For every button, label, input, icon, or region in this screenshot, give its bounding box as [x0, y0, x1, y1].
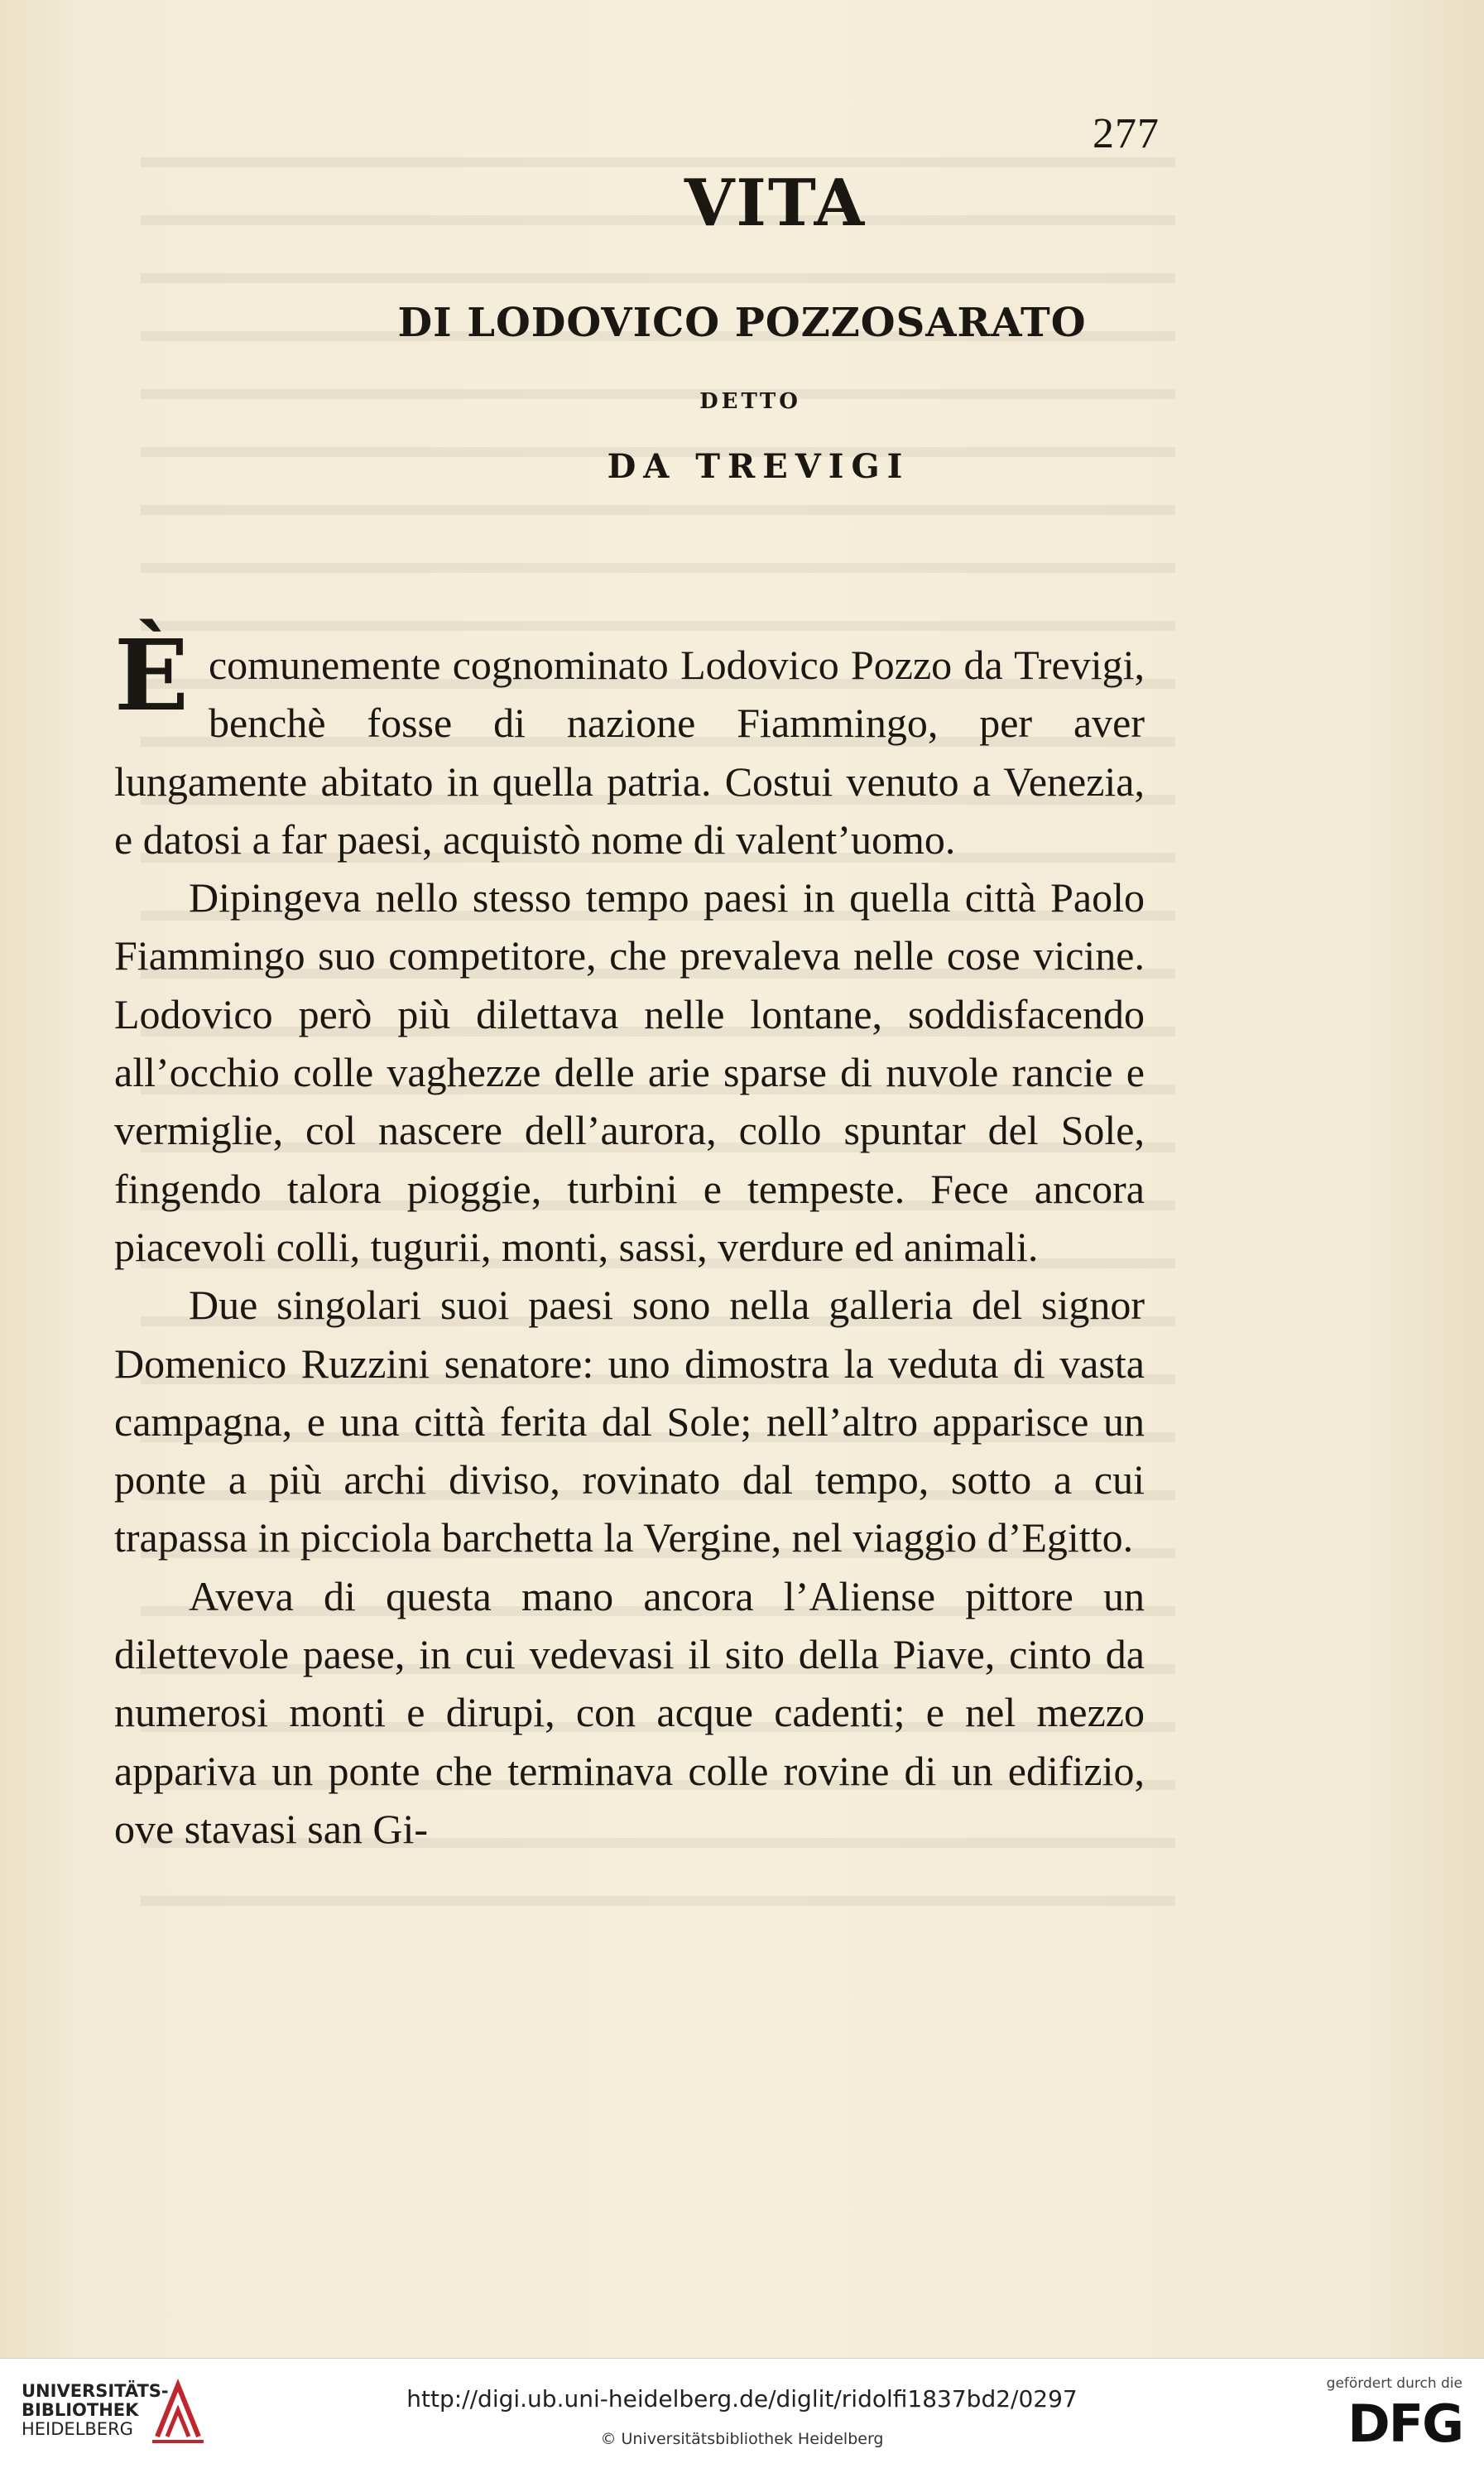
library-logo-text[interactable]: UNIVERSITÄTS- BIBLIOTHEK HEIDELBERG	[22, 2381, 169, 2439]
page-subtitle: DI LODOVICO POZZOSARATO	[397, 300, 1087, 346]
page-number: 277	[1093, 110, 1160, 157]
footer-bar	[0, 2358, 1484, 2468]
funded-by-label: gefördert durch die	[1326, 2375, 1462, 2392]
drop-cap: È	[114, 618, 189, 733]
page-title: VITA	[684, 166, 867, 241]
copyright-notice: © Universitätsbibliothek Heidelberg	[600, 2430, 884, 2448]
paragraph-3: Due singolari suoi paesi sono nella galleria del signor Domenico Ruzzini senatore: uno dimostra la veduta di vasta campagna, e una città ferita dal Sole; nell’altro apparisce un ponte a più archi diviso, rovinato dal tempo, sotto a cui trapassa in picciola barchetta la Vergine, nel viaggio d’Egitto.	[114, 1282, 1145, 1561]
paragraph-1: Ècomunemente cognominato Lodovico Pozzo da Trevigi, benchè fosse di nazione Fiammingo, per aver lungamente abitato in quella patria. Costui venuto a Venezia, e datosi a far paesi, acquistò nome di valent’uomo.	[114, 618, 1145, 863]
detto-label: DETTO	[699, 389, 801, 414]
dfg-logo[interactable]: DFG	[1347, 2393, 1462, 2454]
body-text	[114, 618, 1145, 1858]
paragraph-2: Dipingeva nello stesso tempo paesi in quella città Paolo Fiammingo suo competitore, che prevaleva nelle cose vicine. Lodovico però più dilettava nelle lontane, soddisfacendo all’occhio colle vaghezze delle arie sparse di nuvole rancie e vermiglie, col nascere dell’aurora, collo spuntar del Sole, fingendo talora pioggie, turbini e tempeste. Fece ancora piacevoli colli, tugurii, monti, sassi, verdure ed animali.	[114, 874, 1145, 1270]
place-heading: DA TREVIGI	[607, 447, 910, 486]
permalink-url[interactable]: http://digi.ub.uni-heidelberg.de/diglit/ridolfi1837bd2/0297	[406, 2385, 1078, 2413]
paragraph-4: Aveva di questa mano ancora l’Aliense pittore un dilettevole paese, in cui vedevasi il sito della Piave, cinto da numerosi monti e dirupi, con acque cadenti; e nel mezzo appariva un ponte che terminava colle rovine di un edifizio, ove stavasi san Gi-	[114, 1572, 1145, 1852]
